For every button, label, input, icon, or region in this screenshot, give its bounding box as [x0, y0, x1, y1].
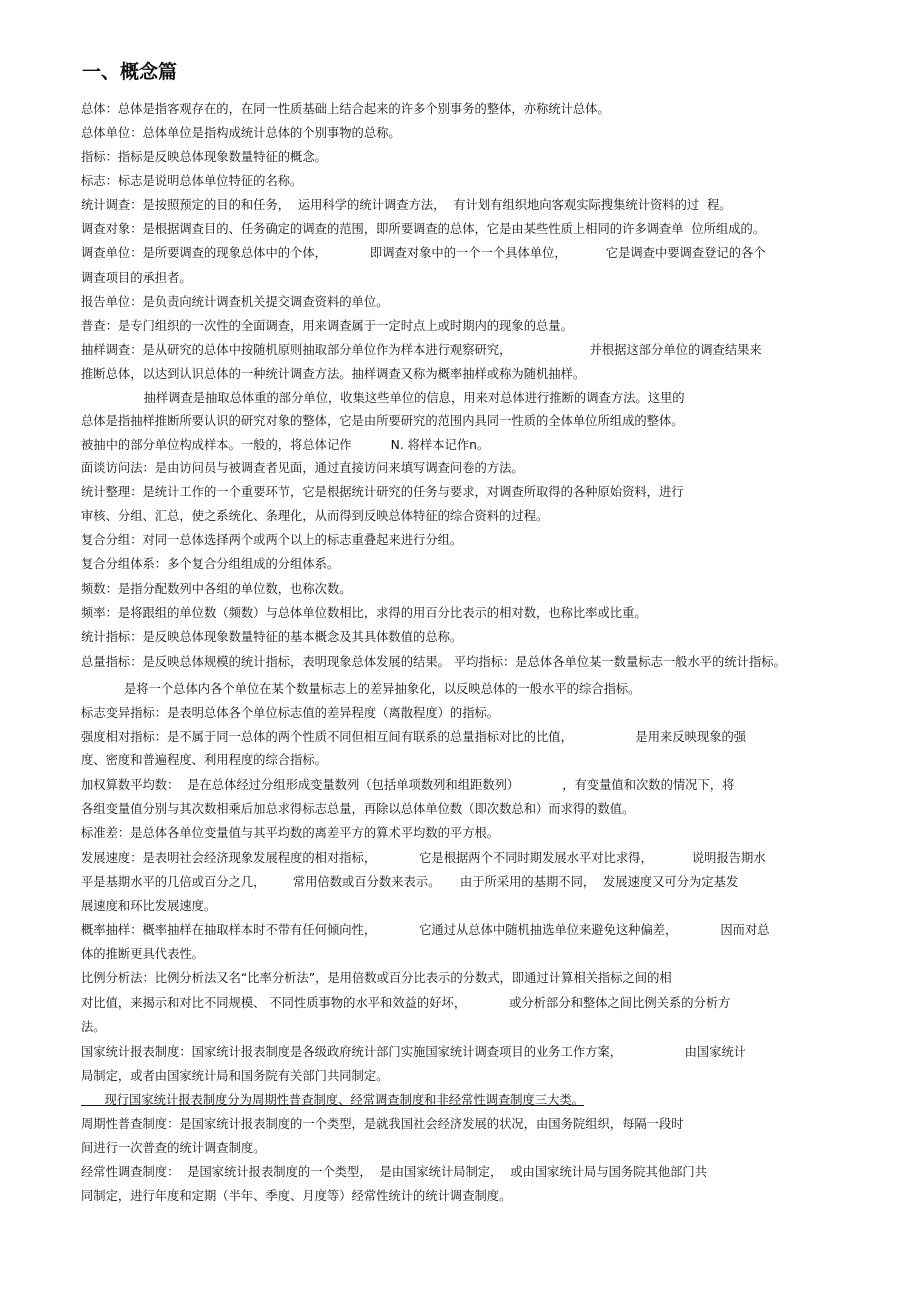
text-line: 度、密度和普遍程度、利用程度的综合指标。: [81, 753, 327, 767]
text-line: 标准差：是总体各单位变量值与其平均数的离差平方的算术平均数的平方根。: [81, 826, 500, 840]
text-line: 频率：是将跟组的单位数（频数）与总体单位数相比，求得的用百分比表示的相对数，也称比率或比重。: [81, 606, 647, 620]
text-line: 局制定，或者由国家统计局和国务院有关部门共同制定。: [81, 1069, 389, 1083]
text-line: 经常性调查制度： 是国家统计报表制度的一个类型， 是由国家统计局制定， 或由国家统计局与国务院其他部门共: [81, 1165, 708, 1179]
text-line: 审核、分组、汇总，使之系统化、条理化，从而得到反映总体特征的综合资料的过程。: [81, 509, 549, 523]
text-line: 同制定，进行年度和定期（半年、季度、月度等）经常性统计的统计调查制度。: [81, 1189, 512, 1203]
text-line: 标志：标志是说明总体单位特征的名称。: [81, 174, 303, 188]
text-line: 对比值，来揭示和对比不同规模、 不同性质事物的水平和效益的好坏， 或分析部分和整体之间比例关系的分析方: [81, 996, 731, 1010]
text-line: 推断总体，以达到认识总体的一种统计调查方法。抽样调查又称为概率抽样或称为随机抽样。: [81, 367, 586, 381]
text-line: 报告单位：是负责向统计调查机关提交调查资料的单位。: [81, 295, 389, 309]
text-line: 法。: [81, 1020, 106, 1034]
text-line: 总体单位：总体单位是指构成统计总体的个别事物的总称。: [81, 126, 401, 140]
text-line: 概率抽样：概率抽样在抽取样本时不带有任何倾向性， 它通过从总体中随机抽选单位来避免这种偏差， 因而对总: [81, 923, 770, 937]
text-line: 标志变异指标：是表明总体各个单位标志值的差异程度（离散程度）的指标。: [81, 706, 500, 720]
text-line: 总体是指抽样推断所要认识的研究对象的整体，它是由所要研究的范围内具同一性质的全体单位所组成的整体。: [81, 414, 684, 428]
text-line: 被抽中的部分单位构成样本。一般的，将总体记作 N. 将样本记作n。: [81, 438, 490, 452]
text-line: 复合分组体系：多个复合分组组成的分组体系。: [81, 557, 340, 571]
text-line: 统计指标：是反映总体现象数量特征的基本概念及其具体数值的总称。: [81, 630, 463, 644]
text-line: 间进行一次普查的统计调查制度。: [81, 1141, 266, 1155]
text-line: 统计整理：是统计工作的一个重要环节，它是根据统计研究的任务与要求，对调查所取得的各种原始资料，进行: [81, 485, 684, 499]
text-line: 强度相对指标：是不属于同一总体的两个性质不同但相互间有联系的总量指标对比的比值， 是用来反映现象的强: [81, 730, 747, 744]
text-line: 抽样调查：是从研究的总体中按随机原则抽取部分单位作为样本进行观察研究， 并根据这部分单位的调查结果来: [81, 343, 762, 357]
text-line: 周期性普查制度：是国家统计报表制度的一个类型，是就我国社会经济发展的状况，由国务院组织，每隔一段时: [81, 1117, 684, 1131]
text-line: 展速度和环比发展速度。: [81, 899, 217, 913]
page-title: 一、概念篇: [82, 61, 178, 83]
text-line: 加权算数平均数： 是在总体经过分组形成变量数列（包括单项数列和组距数列） ，有变量值和次数的情况下，将: [81, 778, 735, 792]
text-line: 总量指标：是反映总体规模的统计指标，表明现象总体发展的结果。 平均指标：是总体各单位某一数量标志一般水平的统计指标。: [81, 655, 786, 669]
text-line: 调查单位：是所要调查的现象总体中的个体， 即调查对象中的一个一个具体单位， 它是调查中要调查登记的各个: [81, 246, 766, 260]
text-line: 总体：总体是指客观存在的，在同一性质基础上结合起来的许多个别事务的整体，亦称统计总体。: [81, 102, 610, 116]
text-line-underlined: 现行国家统计报表制度分为周期性普查制度、经常调查制度和非经常性调查制度三大类。: [81, 1093, 585, 1107]
text-line: 国家统计报表制度：国家统计报表制度是各级政府统计部门实施国家统计调查项目的业务工作方案， 由国家统计: [81, 1045, 747, 1059]
text-line: 比例分析法：比例分析法又名“比率分析法”，是用倍数或百分比表示的分数式，即通过计算相关指标之间的相: [81, 971, 672, 985]
text-line: 统计调查：是按照预定的目的和任务， 运用科学的统计调查方法， 有计划有组织地向客观实际搜集统计资料的过 程。: [81, 198, 732, 212]
text-line: 频数：是指分配数列中各组的单位数，也称次数。: [81, 582, 352, 596]
text-line: 抽样调查是抽取总体重的部分单位，收集这些单位的信息，用来对总体进行推断的调查方法。这里的: [81, 391, 685, 405]
text-line: 是将一个总体内各个单位在某个数量标志上的差异抽象化，以反映总体的一般水平的综合指标。: [81, 682, 641, 696]
text-line: 体的推断更具代表性。: [81, 947, 204, 961]
text-line: 面谈访问法：是由访问员与被调查者见面，通过直接访问来填写调查问卷的方法。: [81, 461, 524, 475]
text-line: 调查对象：是根据调查目的、任务确定的调查的范围，即所要调查的总体，它是由某些性质上相同的许多调查单 位所组成的。: [81, 222, 766, 236]
text-line: 普查：是专门组织的一次性的全面调查，用来调查属于一定时点上或时期内的现象的总量。: [81, 319, 573, 333]
text-line: 指标：指标是反映总体现象数量特征的概念。: [81, 150, 327, 164]
text-line: 复合分组：对同一总体选择两个或两个以上的标志重叠起来进行分组。: [81, 533, 463, 547]
text-line: 平是基期水平的几倍或百分之几， 常用倍数或百分数来表示。 由于所采用的基期不同， 发展速度又可分为定基发: [81, 875, 739, 889]
text-line: 调查项目的承担者。: [81, 271, 192, 285]
text-line: 发展速度：是表明社会经济现象发展程度的相对指标， 它是根据两个不同时期发展水平对比求得， 说明报告期水: [81, 851, 766, 865]
text-line: 各组变量值分别与其次数相乘后加总求得标志总量，再除以总体单位数（即次数总和）而求得的数值。: [81, 802, 635, 816]
